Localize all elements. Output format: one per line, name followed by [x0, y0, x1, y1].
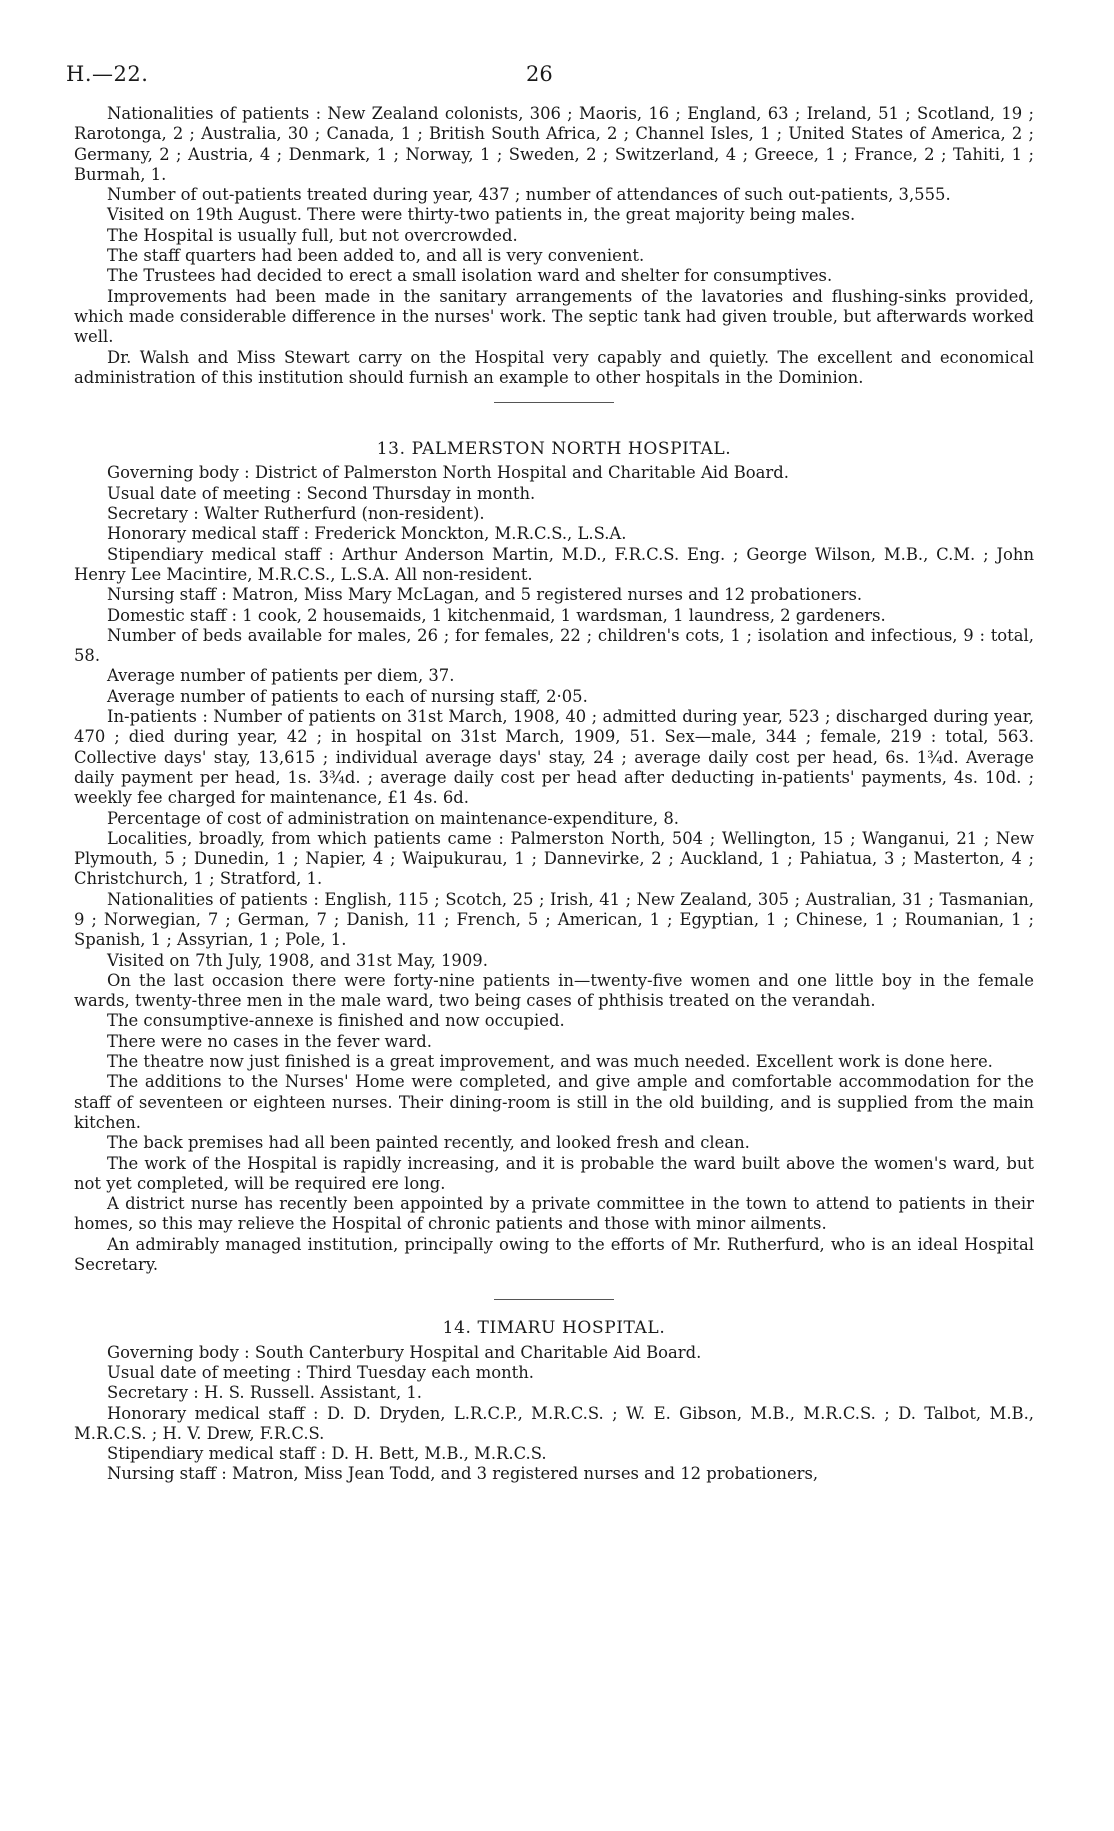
page-number: 26	[526, 62, 553, 86]
paragraph: Secretary : Walter Rutherfurd (non-resident).	[107, 504, 485, 524]
document-id: H.—22.	[66, 62, 149, 86]
paragraph: Nationalities of patients : English, 115 ; Scotch, 25 ; Irish, 41 ; New Zealand, 305 ; Australian, 31 ; Tasmanian, 9 ; Norwegian, 7 ; German, 7 ; Danish, 11 ; French, 5 ; American, 1 ; Egyptian, 1 ; Chinese, 1 ; Roumanian, 1 ; Spanish, 1 ; Assyrian, 1 ; Pole, 1.	[74, 889, 1034, 950]
paragraph: In-patients : Number of patients on 31st March, 1908, 40 ; admitted during year, 523 ; discharged during year, 470 ; died during year, 42 ; in hospital on 31st March, 1909, 51. Sex—male, 344 ; female, 219 : total, 563. Collective days' stay, 13,615 ; individual average days' stay, 24 ; average daily cost per head, 6s. 1¾d. Average daily payment per head, 1s. 3¾d. ; average daily cost per head after deducting in-patients' payments, 4s. 10d. ; weekly fee charged for maintenance, £1 4s. 6d.	[74, 707, 1034, 808]
paragraph: There were no cases in the fever ward.	[107, 1031, 432, 1051]
paragraph: The consumptive-annexe is finished and now occupied.	[107, 1011, 565, 1031]
paragraph: Number of out-patients treated during year, 437 ; number of attendances of such out-patients, 3,555.	[107, 185, 951, 205]
paragraph: The Trustees had decided to erect a small isolation ward and shelter for consumptives.	[107, 266, 833, 286]
paragraph: On the last occasion there were forty-nine patients in—twenty-five women and one little boy in the female wards, twenty-three men in the male ward, two being cases of phthisis treated on the verandah.	[74, 970, 1034, 1011]
paragraph: Nationalities of patients : New Zealand colonists, 306 ; Maoris, 16 ; England, 63 ; Ireland, 51 ; Scotland, 19 ; Rarotonga, 2 ; Australia, 30 ; Canada, 1 ; British South Africa, 2 ; Channel Isles, 1 ; United States of America, 2 ; Germany, 2 ; Austria, 4 ; Denmark, 1 ; Norway, 1 ; Sweden, 2 ; Switzerland, 4 ; Greece, 1 ; France, 2 ; Tahiti, 1 ; Burmah, 1.	[74, 104, 1034, 184]
intro-section	[74, 104, 1034, 388]
paragraph: Honorary medical staff : D. D. Dryden, L.R.C.P., M.R.C.S. ; W. E. Gibson, M.B., M.R.C.S. ; D. Talbot, M.B., M.R.C.S. ; H. V. Drew, F.R.C.S.	[74, 1403, 1034, 1443]
paragraph: The back premises had all been painted recently, and looked fresh and clean.	[107, 1133, 750, 1153]
paragraph: A district nurse has recently been appointed by a private committee in the town to attend to patients in their homes, so this may relieve the Hospital of chronic patients and those with minor ailments.	[74, 1194, 1034, 1234]
paragraph: The Hospital is usually full, but not overcrowded.	[107, 225, 518, 245]
paragraph: Visited on 19th August. There were thirty-two patients in, the great majority being males.	[107, 205, 856, 225]
paragraph: The theatre now just finished is a great improvement, and was much needed. Excellent work is done here.	[107, 1052, 993, 1072]
paragraph: Average number of patients to each of nursing staff, 2·05.	[107, 686, 588, 706]
paragraph: Stipendiary medical staff : Arthur Anderson Martin, M.D., F.R.C.S. Eng. ; George Wilson, M.B., C.M. ; John Henry Lee Macintire, M.R.C.S., L.S.A. All non-resident.	[74, 544, 1034, 584]
page-body	[74, 104, 1034, 1485]
timaru-section	[74, 1318, 1034, 1484]
section-divider	[494, 402, 614, 403]
paragraph: An admirably managed institution, principally owing to the efforts of Mr. Rutherfurd, who is an ideal Hospital Secretary.	[74, 1234, 1034, 1275]
paragraph: Usual date of meeting : Third Tuesday each month.	[107, 1362, 535, 1382]
section-divider	[494, 1299, 614, 1300]
paragraph: Number of beds available for males, 26 ; for females, 22 ; children's cots, 1 ; isolation and infectious, 9 : total, 58.	[74, 625, 1034, 666]
paragraph: Visited on 7th July, 1908, and 31st May, 1909.	[107, 950, 488, 970]
paragraph: The staff quarters had been added to, and all is very convenient.	[107, 246, 645, 266]
paragraph: Percentage of cost of administration on maintenance-expenditure, 8.	[107, 808, 679, 828]
paragraph: The additions to the Nurses' Home were completed, and give ample and comfortable accommodation for the staff of seventeen or eighteen nurses. Their dining-room is still in the old building, and is supplied from the main kitchen.	[74, 1072, 1034, 1132]
paragraph: Secretary : H. S. Russell. Assistant, 1.	[107, 1383, 423, 1403]
section-title: 14. TIMARU HOSPITAL.	[442, 1318, 666, 1339]
paragraph: Improvements had been made in the sanitary arrangements of the lavatories and flushing-sinks provided, which made considerable difference in the nurses' work. The septic tank had given trouble, but afterwards worked well.	[74, 286, 1034, 347]
paragraph: Nursing staff : Matron, Miss Mary McLagan, and 5 registered nurses and 12 probationers.	[107, 585, 863, 605]
page-header	[66, 62, 1048, 92]
paragraph: Localities, broadly, from which patients came : Palmerston North, 504 ; Wellington, 15 ; Wanganui, 21 ; New Plymouth, 5 ; Dunedin, 1 ; Napier, 4 ; Waipukurau, 1 ; Dannevirke, 2 ; Auckland, 1 ; Pahiatua, 3 ; Masterton, 4 ; Christchurch, 1 ; Stratford, 1.	[74, 828, 1034, 889]
paragraph: Honorary medical staff : Frederick Monckton, M.R.C.S., L.S.A.	[107, 524, 627, 544]
paragraph: Usual date of meeting : Second Thursday in month.	[107, 483, 536, 503]
section-title: 13. PALMERSTON NORTH HOSPITAL.	[376, 439, 732, 460]
paragraph: Dr. Walsh and Miss Stewart carry on the Hospital very capably and quietly. The excellent and economical administration of this institution should furnish an example to other hospitals in the Dominion.	[74, 347, 1034, 387]
palmerston-north-section	[74, 439, 1034, 1275]
paragraph: Average number of patients per diem, 37.	[107, 666, 455, 686]
paragraph: Governing body : District of Palmerston North Hospital and Charitable Aid Board.	[107, 463, 789, 483]
paragraph: The work of the Hospital is rapidly increasing, and it is probable the ward built above the women's ward, but not yet completed, will be required ere long.	[74, 1153, 1034, 1193]
paragraph: Nursing staff : Matron, Miss Jean Todd, and 3 registered nurses and 12 probationers,	[107, 1464, 819, 1484]
paragraph: Stipendiary medical staff : D. H. Bett, M.B., M.R.C.S.	[107, 1444, 547, 1464]
paragraph: Domestic staff : 1 cook, 2 housemaids, 1 kitchenmaid, 1 wardsman, 1 laundress, 2 gardeners.	[107, 605, 886, 625]
paragraph: Governing body : South Canterbury Hospital and Charitable Aid Board.	[107, 1342, 702, 1362]
